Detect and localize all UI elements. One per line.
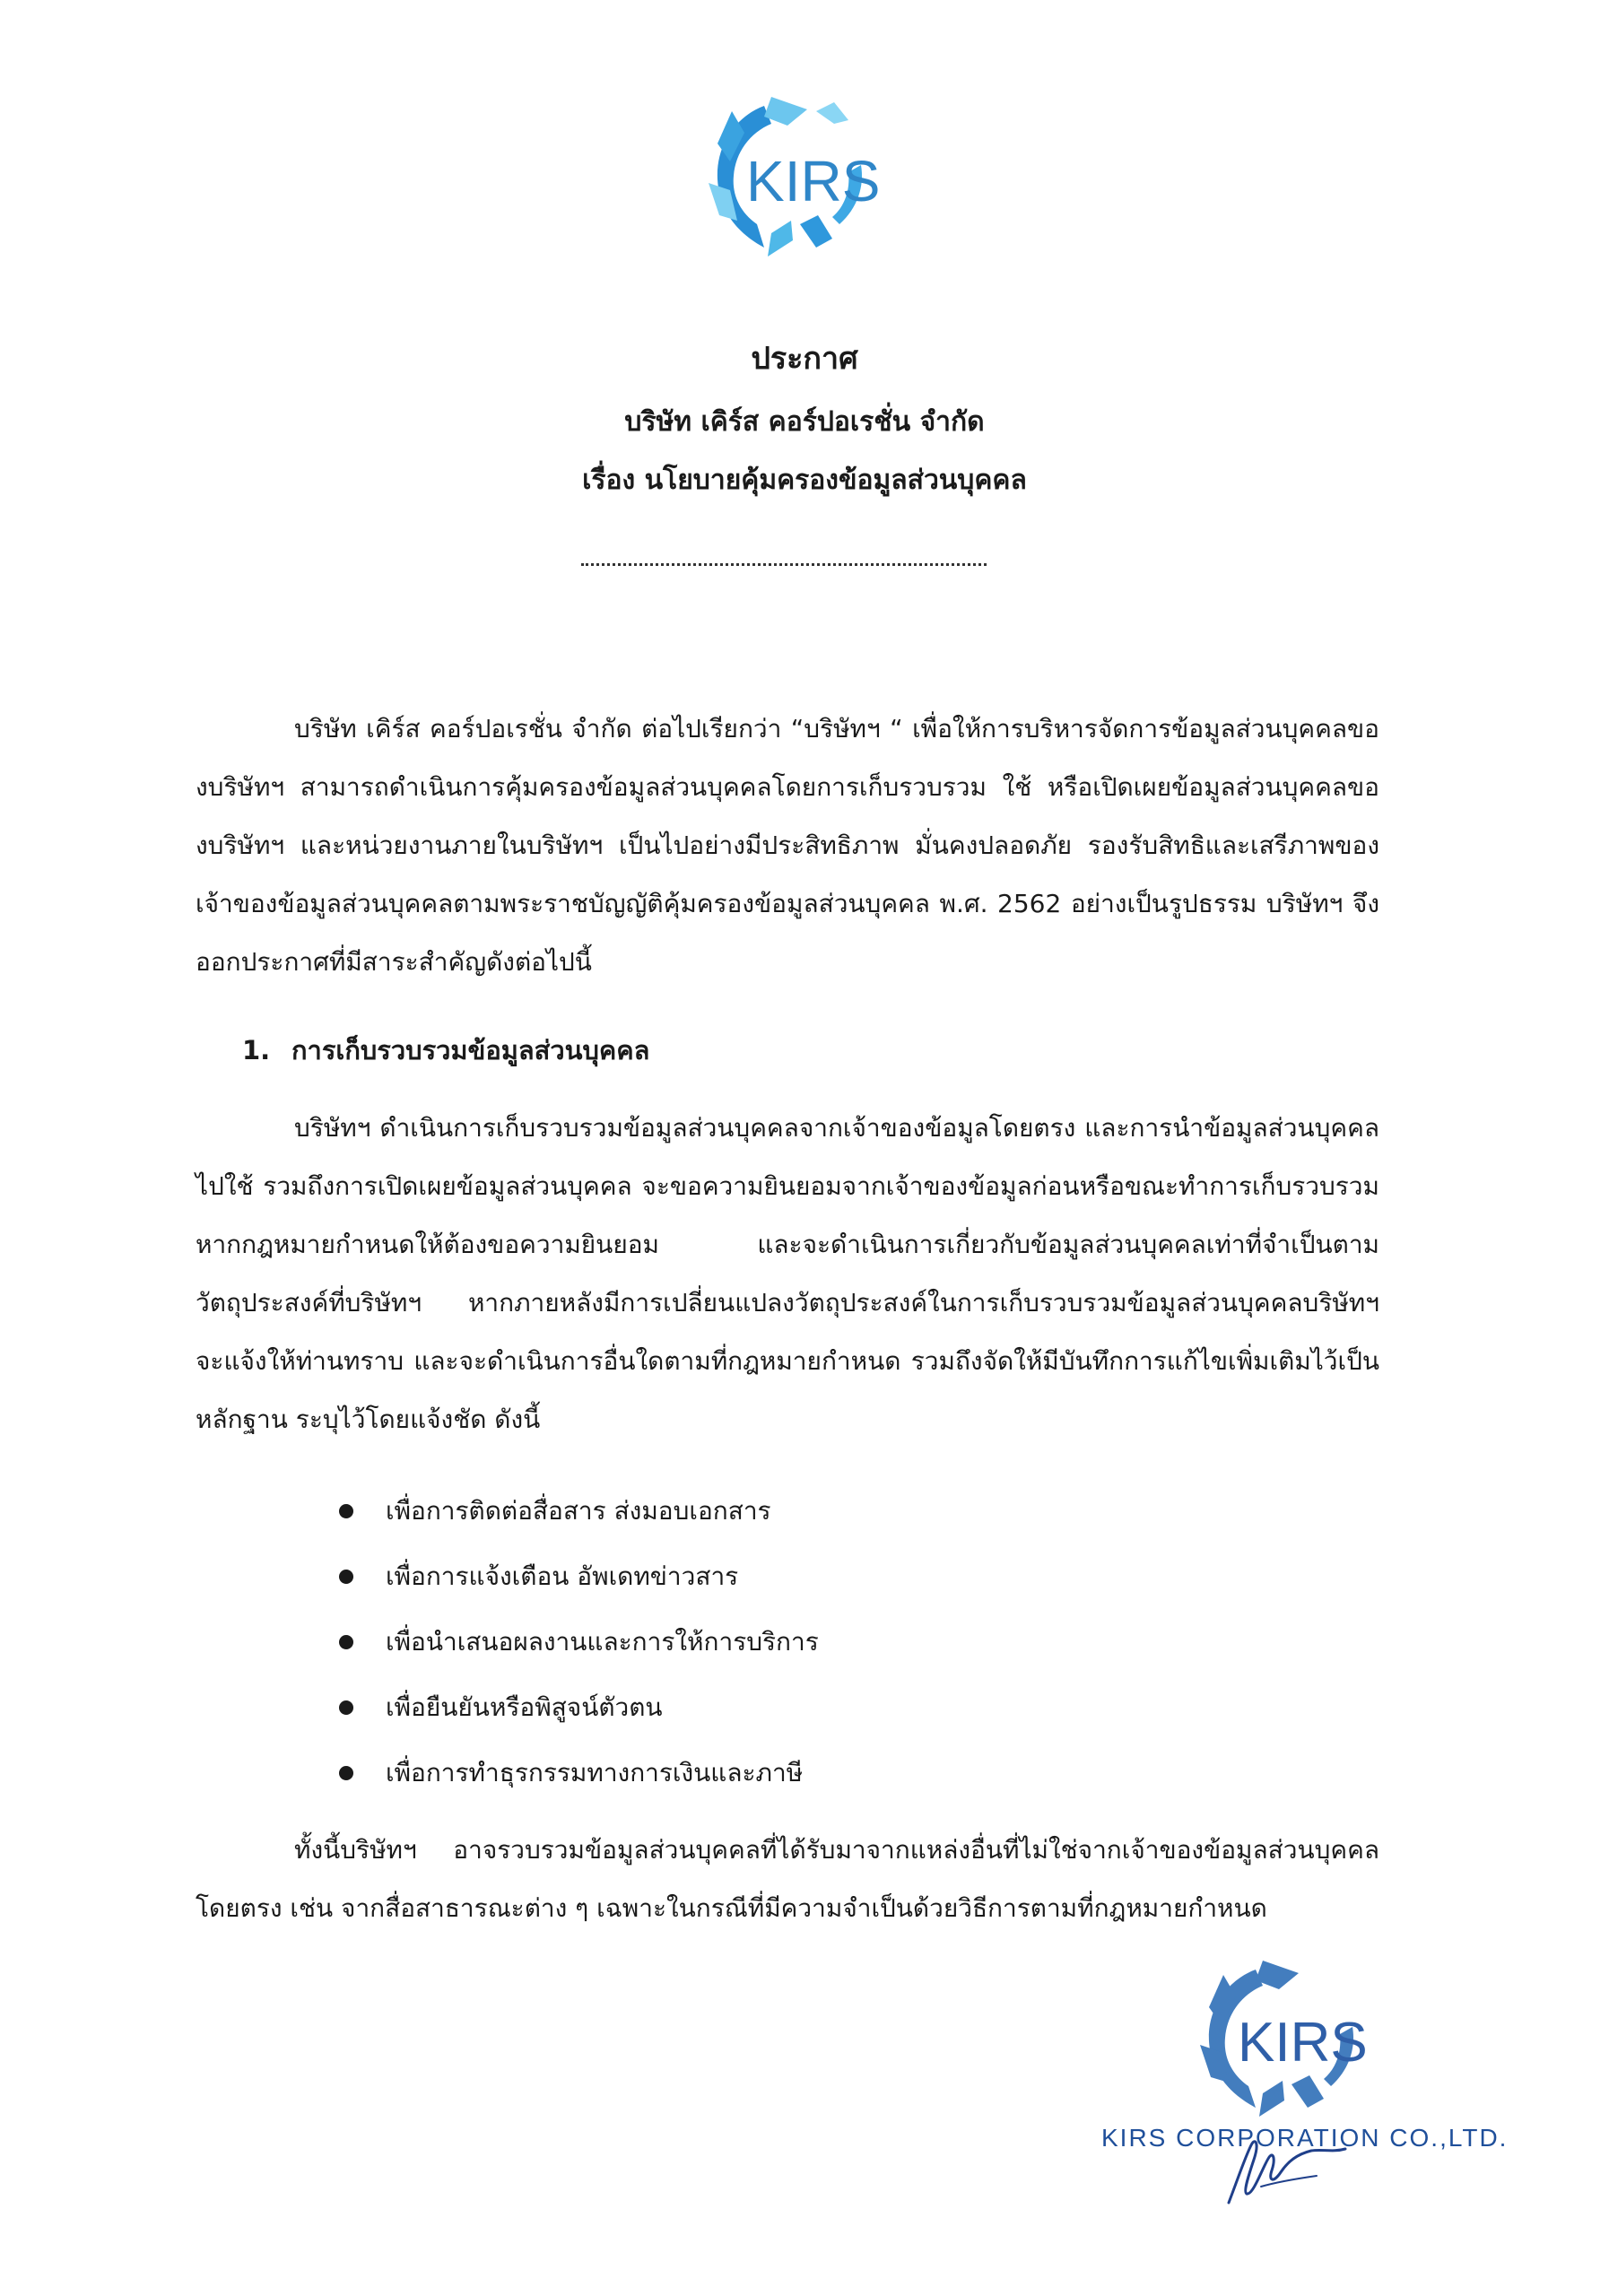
announcement-title: ประกาศ: [751, 341, 858, 377]
list-item: [339, 1615, 819, 1681]
company-name-title: บริษัท เคิร์ส คอร์ปอเรชั่น จำกัด: [624, 406, 985, 438]
company-stamp: [1085, 1955, 1509, 2224]
bullet-icon: [339, 1504, 353, 1518]
list-item: [339, 1746, 819, 1812]
section-1-paragraph: บริษัทฯ ดำเนินการเก็บรวบรวมข้อมูลส่วนบุคคลจากเจ้าของข้อมูลโดยตรง และการนำข้อมูลส่วนบุคคลไปใช้ รวมถึงการเปิดเผยข้อมูลส่วนบุคคล จะขอความยินยอมจากเจ้าของข้อมูลก่อนหรือขณะทำการเก็บรวบรวม หากกฎหมายกำหนดให้ต้องขอความยินยอม และจะดำเนินการเกี่ยวกับข้อมูลส่วนบุคคลเท่าที่จำเป็นตามวัตถุประสงค์ที่บริษัทฯ หากภายหลังมีการเปลี่ยนแปลงวัตถุประสงค์ในการเก็บรวบรวมข้อมูลส่วนบุคคลบริษัทฯ จะแจ้งให้ท่านทราบ และจะดำเนินการอื่นใดตามที่กฎหมายกำหนด รวมถึงจัดให้มีบันทึกการแก้ไขเพิ่มเติมไว้เป็นหลักฐาน ระบุไว้โดยแจ้งชัด ดังนี้: [196, 1113, 1379, 1434]
stamp-company-name: KIRS CORPORATION CO.,LTD.: [1101, 2124, 1509, 2152]
list-item-text: เพื่อการแจ้งเตือน อัพเดทข่าวสาร: [386, 1561, 739, 1591]
bullet-icon: [339, 1635, 353, 1649]
bullet-icon: [339, 1570, 353, 1584]
logo-text: KIRS: [746, 149, 881, 213]
section-heading-text: การเก็บรวบรวมข้อมูลส่วนบุคคล: [291, 1035, 650, 1065]
subject-title: เรื่อง นโยบายคุ้มครองข้อมูลส่วนบุคคล: [582, 465, 1027, 496]
list-item-text: เพื่อนำเสนอผลงานและการให้การบริการ: [386, 1627, 819, 1657]
list-item: [339, 1681, 819, 1746]
kirs-logo: [682, 90, 915, 269]
list-item: [339, 1484, 819, 1550]
section-number: 1.: [242, 1035, 271, 1065]
dotted-divider: [581, 563, 987, 566]
stamp-logo-text: KIRS: [1238, 2012, 1368, 2074]
bullet-icon: [339, 1700, 353, 1715]
purpose-list: [339, 1484, 819, 1812]
bullet-icon: [339, 1766, 353, 1780]
stamp-logo: [1175, 1955, 1408, 2126]
section-1-heading: [242, 1030, 649, 1071]
list-item: [339, 1550, 819, 1615]
closing-paragraph: ทั้งนี้บริษัทฯ อาจรวบรวมข้อมูลส่วนบุคคลที่ได้รับมาจากแหล่งอื่นที่ไม่ใช่จากเจ้าของข้อมูลส่วนบุคคลโดยตรง เช่น จากสื่อสาธารณะต่าง ๆ เฉพาะในกรณีที่มีความจำเป็นด้วยวิธีการตามที่กฎหมายกำหนด: [196, 1835, 1379, 1923]
list-item-text: เพื่อยืนยันหรือพิสูจน์ตัวตน: [386, 1692, 663, 1722]
signature-image: [1211, 2117, 1354, 2215]
intro-paragraph: บริษัท เคิร์ส คอร์ปอเรชั่น จำกัด ต่อไปเรียกว่า “บริษัทฯ “ เพื่อให้การบริหารจัดการข้อมูลส่วนบุคคลของบริษัทฯ สามารถดำเนินการคุ้มครองข้อมูลส่วนบุคคลโดยการเก็บรวบรวม ใช้ หรือเปิดเผยข้อมูลส่วนบุคคลของบริษัทฯ และหน่วยงานภายในบริษัทฯ เป็นไปอย่างมีประสิทธิภาพ มั่นคงปลอดภัย รองรับสิทธิและเสรีภาพของเจ้าของข้อมูลส่วนบุคคลตามพระราชบัญญัติคุ้มครองข้อมูลส่วนบุคคล พ.ศ. 2562 อย่างเป็นรูปธรรม บริษัทฯ จึงออกประกาศที่มีสาระสำคัญดังต่อไปนี้: [196, 714, 1379, 977]
list-item-text: เพื่อการทำธุรกรรมทางการเงินและภาษี: [386, 1758, 804, 1787]
list-item-text: เพื่อการติดต่อสื่อสาร ส่งมอบเอกสาร: [386, 1496, 771, 1526]
